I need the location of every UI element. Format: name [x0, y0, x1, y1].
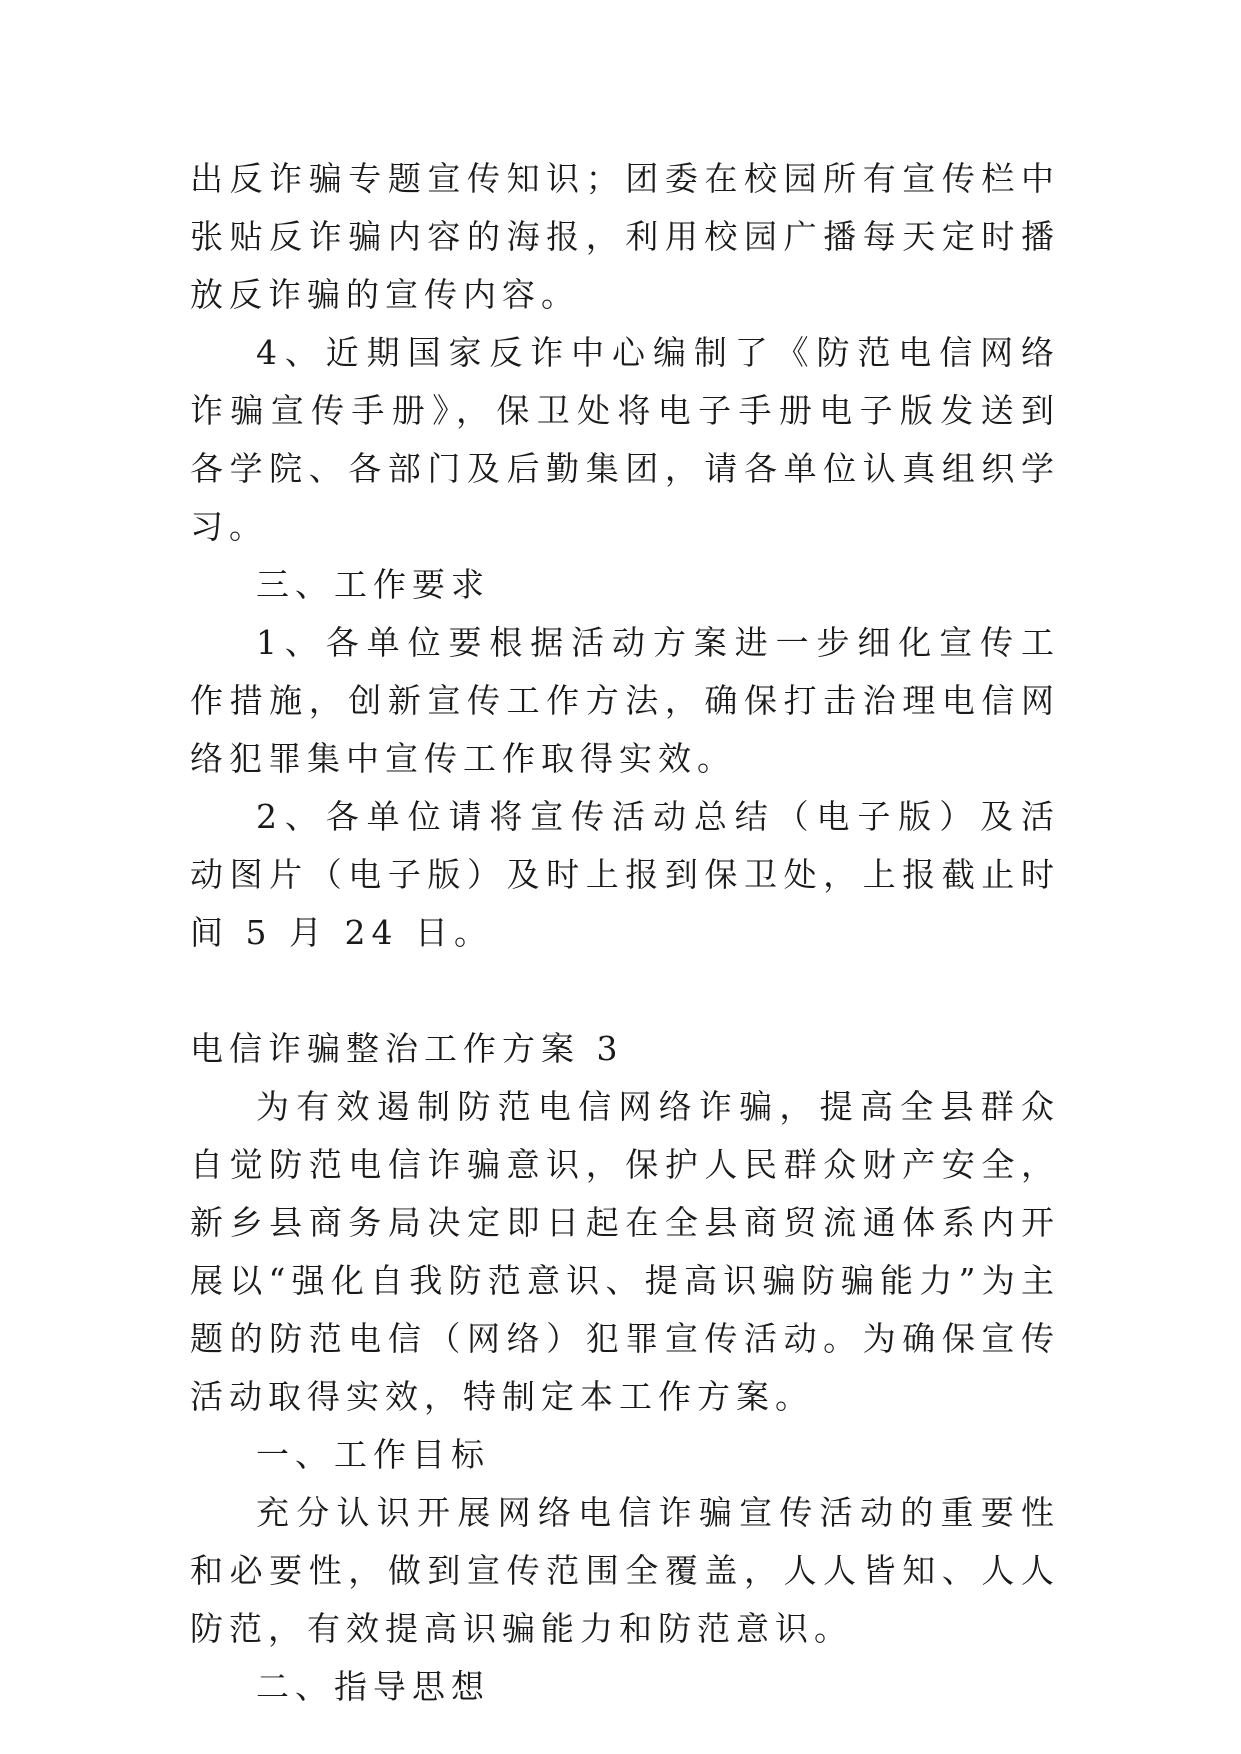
document-title-plan-3: 电信诈骗整治工作方案 3 [190, 1029, 624, 1068]
section-heading-goals: 一、工作目标 [256, 1435, 490, 1474]
paragraph-goals: 充分认识开展网络电信诈骗宣传活动的重要性和必要性，做到宣传范围全覆盖，人人皆知、人人防范，有效提高识骗能力和防范意识。 [190, 1493, 1060, 1648]
paragraph-intro: 为有效遏制防范电信网络诈骗，提高全县群众自觉防范电信诈骗意识，保护人民群众财产安全，新乡县商务局决定即日起在全县商贸流通体系内开展以“强化自我防范意识、提高识骗防骗能力”为主题的防范电信（网络）犯罪宣传活动。为确保宣传活动取得实效，特制定本工作方案。 [190, 1087, 1060, 1416]
section-heading-guiding-thought: 二、指导思想 [256, 1667, 490, 1706]
section-heading-requirements: 三、工作要求 [256, 565, 490, 604]
paragraph-campus-publicity: 出反诈骗专题宣传知识；团委在校园所有宣传栏中张贴反诈骗内容的海报，利用校园广播每天定时播放反诈骗的宣传内容。 [190, 159, 1060, 314]
paragraph-requirement-2: 2、各单位请将宣传活动总结（电子版）及活动图片（电子版）及时上报到保卫处，上报截止时间 5 月 24 日。 [190, 797, 1060, 952]
paragraph-requirement-1: 1、各单位要根据活动方案进一步细化宣传工作措施，创新宣传工作方法，确保打击治理电信网络犯罪集中宣传工作取得实效。 [190, 623, 1060, 778]
paragraph-item-4-handbook: 4、近期国家反诈中心编制了《防范电信网络诈骗宣传手册》，保卫处将电子手册电子版发送到各学院、各部门及后勤集团，请各单位认真组织学习。 [190, 333, 1060, 546]
spacer [190, 962, 1060, 1020]
document-page [190, 150, 1060, 1716]
